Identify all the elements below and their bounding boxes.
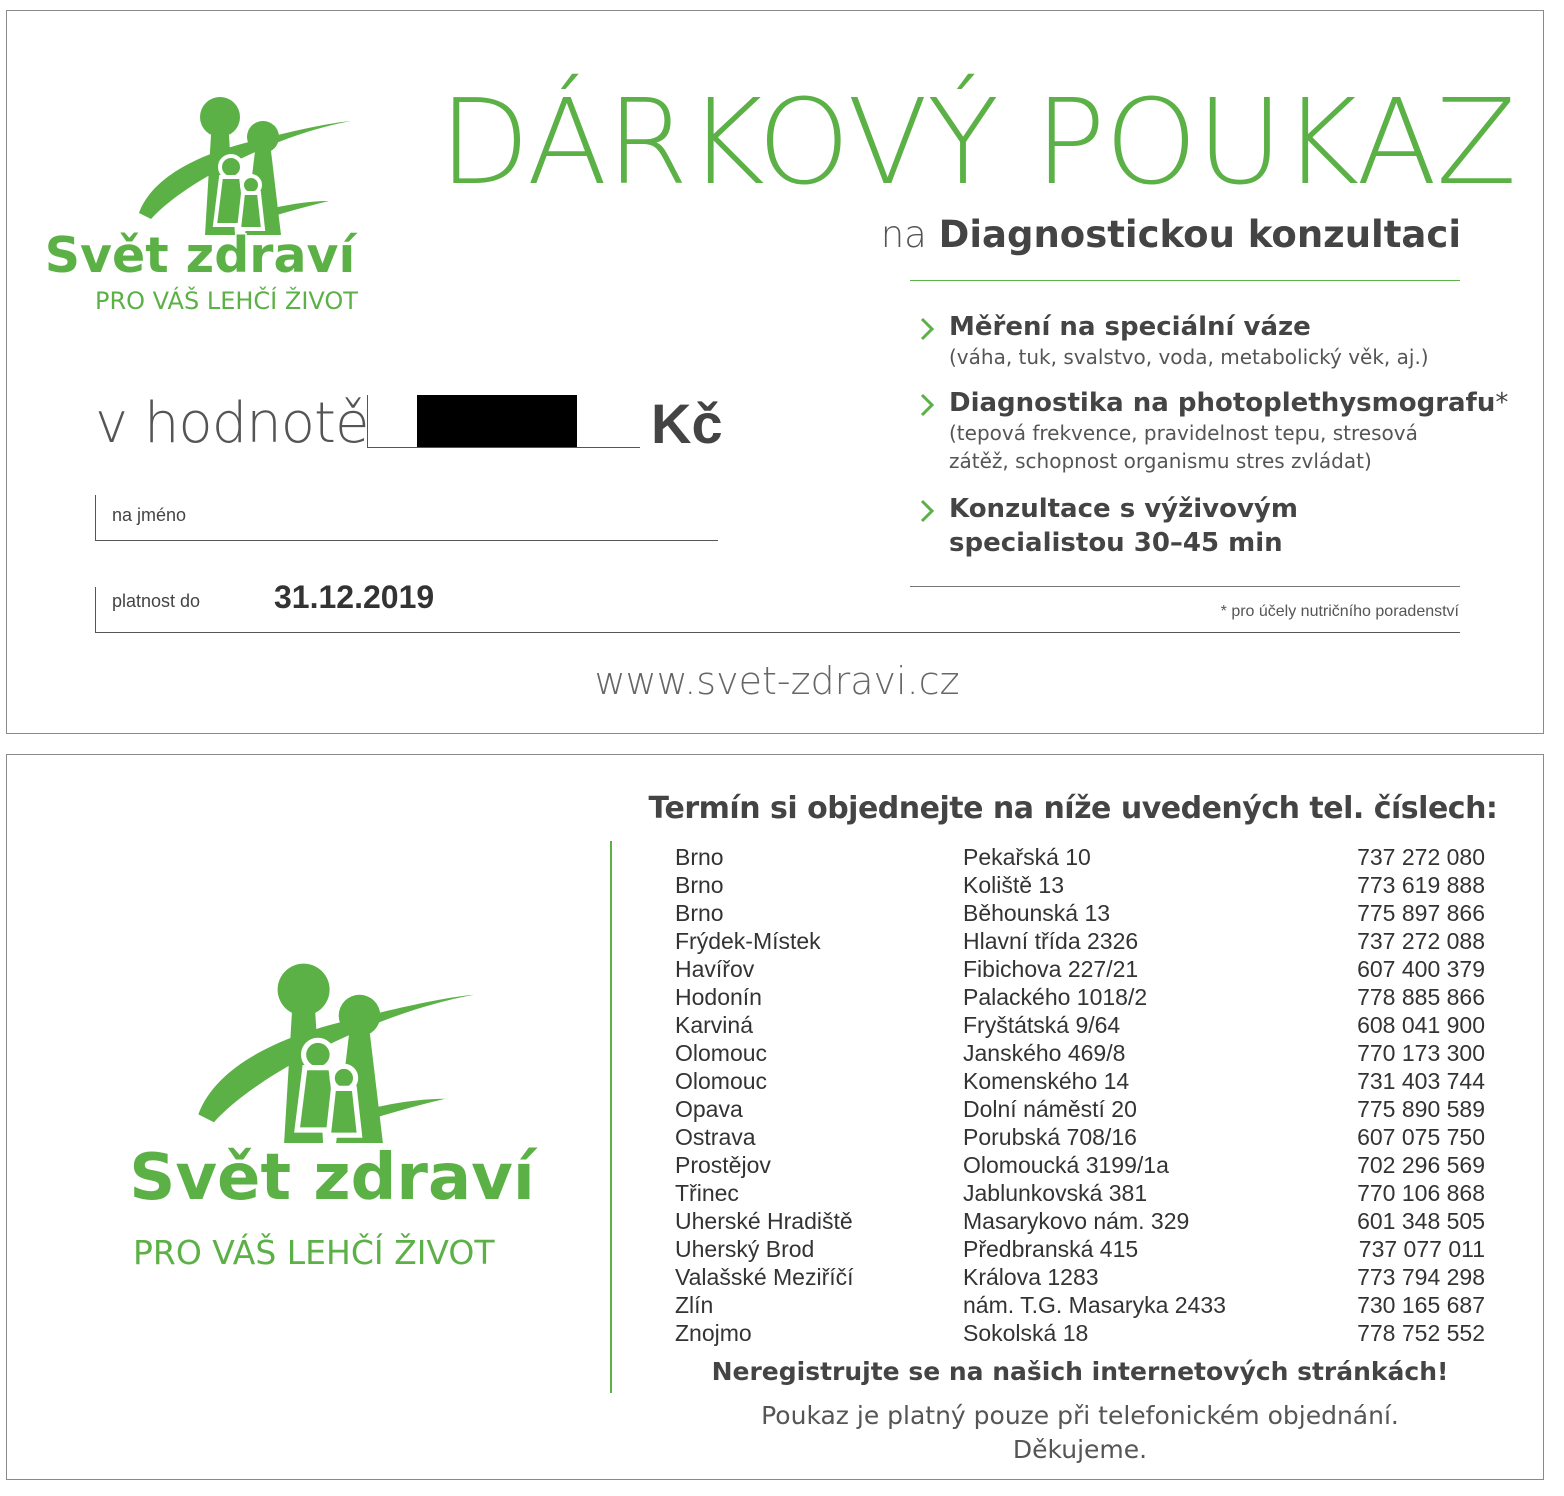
divider-vertical [610, 841, 612, 1393]
footnote: * pro účely nutričního poradenství [1220, 603, 1459, 620]
currency-label: Kč [651, 392, 723, 455]
no-registration-notice: Neregistrujte se na našich internetových stránkách! [711, 1357, 1449, 1386]
branch-city: Brno [675, 872, 724, 898]
branch-city: Brno [675, 844, 724, 870]
branch-address: Králova 1283 [963, 1264, 1099, 1290]
feature-desc: zátěž, schopnost organismu stres zvládat) [949, 449, 1372, 473]
branch-phone[interactable]: 778 752 552 [1357, 1320, 1485, 1346]
branch-address: Pekařská 10 [963, 844, 1091, 870]
feature-title: Konzultace s výživovým [949, 494, 1298, 524]
branch-address: Masarykovo nám. 329 [963, 1208, 1190, 1234]
branch-row [675, 1039, 1493, 1067]
branch-row [675, 1207, 1493, 1235]
feature-title-cont: specialistou 30–45 min [949, 528, 1283, 558]
branch-row [675, 899, 1493, 927]
branch-row [675, 983, 1493, 1011]
logo-wordmark: Svět zdraví [44, 227, 356, 284]
name-field[interactable] [95, 495, 718, 541]
branch-phone[interactable]: 778 885 866 [1357, 984, 1485, 1010]
divider-green [910, 280, 1460, 281]
branch-address: Porubská 708/16 [963, 1124, 1137, 1150]
branch-phone[interactable]: 608 041 900 [1357, 1012, 1485, 1038]
subtitle-service: Diagnostickou konzultaci [938, 213, 1461, 256]
branch-row [675, 1179, 1493, 1207]
feature-desc: (váha, tuk, svalstvo, voda, metabolický věk, aj.) [949, 345, 1429, 369]
feature-item [919, 493, 1479, 563]
branch-address: Dolní náměstí 20 [963, 1096, 1137, 1122]
branch-city: Opava [675, 1096, 743, 1122]
validity-label: platnost do [112, 591, 201, 611]
feature-title: Měření na speciální váze [949, 312, 1311, 342]
branch-phone[interactable]: 770 106 868 [1357, 1180, 1485, 1206]
branch-phone[interactable]: 775 890 589 [1357, 1096, 1485, 1122]
voucher-back [6, 754, 1544, 1480]
branch-row [675, 871, 1493, 899]
branch-row [675, 1067, 1493, 1095]
branch-row [675, 1235, 1493, 1263]
feature-desc: (tepová frekvence, pravidelnost tepu, stresová [949, 421, 1418, 445]
branch-city: Prostějov [675, 1152, 771, 1178]
voucher-subtitle [867, 213, 1461, 256]
redacted-value [417, 395, 577, 447]
chevron-right-icon [919, 393, 935, 417]
branch-address: Předbranská 415 [963, 1236, 1139, 1262]
branch-phone[interactable]: 702 296 569 [1357, 1152, 1485, 1178]
branch-city: Znojmo [675, 1320, 752, 1346]
branch-address: Koliště 13 [963, 872, 1065, 898]
branch-address: Jablunkovská 381 [963, 1180, 1148, 1206]
branch-address: Sokolská 18 [963, 1320, 1089, 1346]
logo-wordmark: Svět zdraví [129, 1141, 535, 1215]
branch-city: Olomouc [675, 1040, 768, 1066]
thanks-text: Děkujeme. [1012, 1435, 1148, 1464]
name-field-label: na jméno [112, 505, 187, 525]
branch-phone[interactable]: 773 619 888 [1357, 872, 1485, 898]
branch-address: Komenského 14 [963, 1068, 1130, 1094]
branch-city: Uherské Hradiště [675, 1208, 853, 1234]
voucher-front [6, 10, 1544, 734]
branch-address: nám. T.G. Masaryka 2433 [963, 1292, 1226, 1318]
chevron-right-icon [919, 499, 935, 523]
branch-row [675, 1095, 1493, 1123]
validity-notice: Poukaz je platný pouze při telefonickém objednání. [761, 1401, 1399, 1430]
logo-tagline: PRO VÁŠ LEHČÍ ŽIVOT [133, 1233, 495, 1272]
branch-address: Janského 469/8 [963, 1040, 1126, 1066]
branch-address: Fryštátská 9/64 [963, 1012, 1121, 1038]
branch-city: Valašské Meziříčí [675, 1264, 854, 1290]
branch-phone[interactable]: 773 794 298 [1357, 1264, 1485, 1290]
branch-city: Zlín [675, 1292, 714, 1318]
branch-phone[interactable]: 601 348 505 [1357, 1208, 1485, 1234]
branch-phone[interactable]: 737 272 080 [1357, 844, 1485, 870]
value-label: v hodnotě [95, 391, 369, 456]
branch-phone[interactable]: 607 075 750 [1357, 1124, 1485, 1150]
branch-row [675, 1291, 1493, 1319]
feature-item [919, 387, 1509, 487]
branch-city: Karviná [675, 1012, 753, 1038]
subtitle-prefix: na [880, 213, 927, 256]
feature-item [919, 311, 1479, 381]
website-link[interactable]: www.svet-zdravi.cz [594, 659, 960, 703]
branch-address: Olomoucká 3199/1a [963, 1152, 1169, 1178]
branch-city: Třinec [675, 1180, 739, 1206]
branch-phone[interactable]: 775 897 866 [1357, 900, 1485, 926]
branch-list [675, 843, 1493, 1347]
branch-row [675, 927, 1493, 955]
branch-address: Fibichova 227/21 [963, 956, 1139, 982]
branch-city: Olomouc [675, 1068, 768, 1094]
branch-phone[interactable]: 737 272 088 [1357, 928, 1485, 954]
branch-address: Běhounská 13 [963, 900, 1111, 926]
branch-row [675, 843, 1493, 871]
branch-row [675, 955, 1493, 983]
chevron-right-icon [919, 317, 935, 341]
branch-city: Hodonín [675, 984, 762, 1010]
branch-address: Palackého 1018/2 [963, 984, 1148, 1010]
validity-date: 31.12.2019 [274, 579, 435, 615]
branch-row [675, 1011, 1493, 1039]
voucher-title: DÁRKOVÝ POUKAZ [439, 73, 1516, 211]
branch-city: Uherský Brod [675, 1236, 815, 1262]
branch-address: Hlavní třída 2326 [963, 928, 1139, 954]
branch-city: Frýdek-Místek [675, 928, 821, 954]
branch-phone[interactable]: 730 165 687 [1357, 1292, 1485, 1318]
branch-phone[interactable]: 737 077 011 [1358, 1236, 1485, 1262]
branch-phone[interactable]: 607 400 379 [1357, 956, 1485, 982]
branch-city: Havířov [675, 956, 755, 982]
booking-heading: Termín si objednejte na níže uvedených tel. číslech: [648, 791, 1498, 826]
branch-phone[interactable]: 731 403 744 [1357, 1068, 1485, 1094]
branch-row [675, 1319, 1493, 1347]
branch-city: Brno [675, 900, 724, 926]
branch-city: Ostrava [675, 1124, 756, 1150]
logo-tagline: PRO VÁŠ LEHČÍ ŽIVOT [95, 287, 358, 315]
branch-phone[interactable]: 770 173 300 [1357, 1040, 1485, 1066]
branch-row [675, 1263, 1493, 1291]
branch-row [675, 1123, 1493, 1151]
branch-row [675, 1151, 1493, 1179]
feature-title: Diagnostika na photoplethysmografu* [949, 388, 1509, 418]
